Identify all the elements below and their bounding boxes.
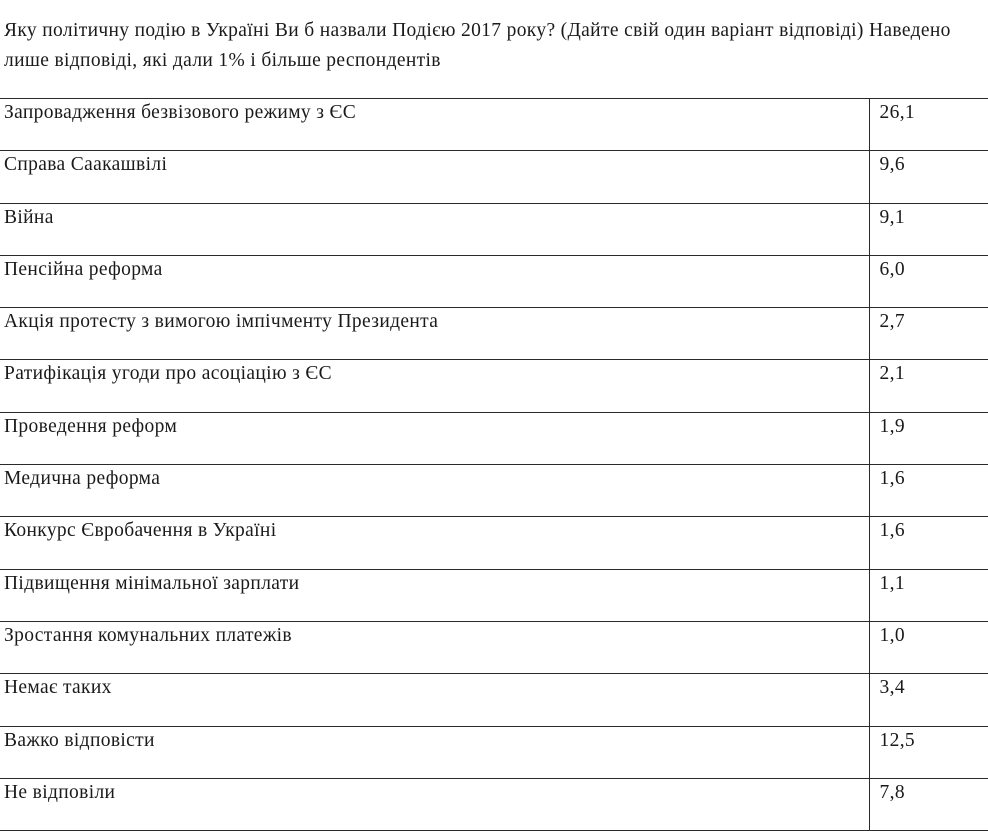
table-row: [0, 255, 988, 307]
table-row: [0, 621, 988, 673]
table-row: [0, 412, 988, 464]
answer-label: Важко відповісти: [0, 726, 869, 778]
answer-label: Конкурс Євробачення в Україні: [0, 517, 869, 569]
answer-percent: 6,0: [869, 255, 988, 307]
answer-label: Зростання комунальних платежів: [0, 621, 869, 673]
answer-label: Запровадження безвізового режиму з ЄС: [0, 99, 869, 151]
answer-percent: 1,1: [869, 569, 988, 621]
table-row: [0, 778, 988, 830]
answer-percent: 1,9: [869, 412, 988, 464]
table-row: [0, 203, 988, 255]
answer-percent: 12,5: [869, 726, 988, 778]
answer-percent: 7,8: [869, 778, 988, 830]
answer-percent: 9,1: [869, 203, 988, 255]
answer-label: Ратифікація угоди про асоціацію з ЄС: [0, 360, 869, 412]
table-row: [0, 569, 988, 621]
results-table: [0, 98, 988, 831]
answer-label: Проведення реформ: [0, 412, 869, 464]
answer-label: Справа Саакашвілі: [0, 151, 869, 203]
answer-percent: 1,6: [869, 465, 988, 517]
table-row: [0, 360, 988, 412]
answer-label: Війна: [0, 203, 869, 255]
answer-percent: 3,4: [869, 674, 988, 726]
answer-label: Підвищення мінімальної зарплати: [0, 569, 869, 621]
table-row: [0, 674, 988, 726]
table-row: [0, 465, 988, 517]
answer-percent: 1,0: [869, 621, 988, 673]
answer-label: Акція протесту з вимогою імпічменту Президента: [0, 308, 869, 360]
answer-percent: 2,7: [869, 308, 988, 360]
answer-label: Пенсійна реформа: [0, 255, 869, 307]
table-row: [0, 308, 988, 360]
table-row: [0, 726, 988, 778]
answer-percent: 26,1: [869, 99, 988, 151]
table-row: [0, 99, 988, 151]
table-row: [0, 517, 988, 569]
survey-question: Яку політичну подію в Україні Ви б назвали Подією 2017 року? (Дайте свій один варіант відповіді) Наведено лише відповіді, які дали 1% і більше респондентів: [4, 20, 951, 71]
answer-label: Медична реформа: [0, 465, 869, 517]
answer-percent: 2,1: [869, 360, 988, 412]
table-row: [0, 151, 988, 203]
answer-percent: 9,6: [869, 151, 988, 203]
answer-label: Немає таких: [0, 674, 869, 726]
answer-label: Не відповіли: [0, 778, 869, 830]
answer-percent: 1,6: [869, 517, 988, 569]
